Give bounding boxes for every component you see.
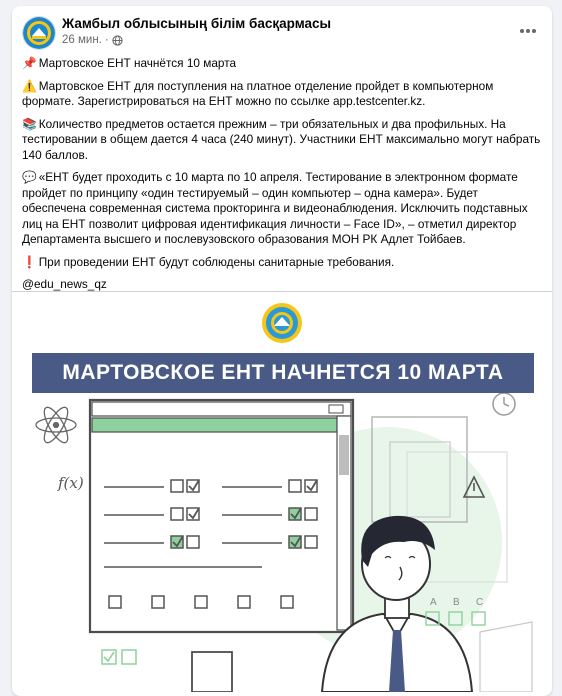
warning-icon: ⚠️ bbox=[22, 78, 37, 93]
paragraph-quote: 💬 «ЕНТ будет проходить с 10 марта по 10 апреля. Тестирование в электронном формате пройдет по принципу «один тестируемый – один компьютер – одна камера». Будет обеспечена современная система прокторинга и видеонаблюдения. Исключить подставных лиц на ЕНТ позволит цифровая идентификация личности – Face ID», – отметил директор Департамента высшего и послевузовского образования МОН РК Адлет Тойбаев. bbox=[22, 170, 528, 246]
page-name[interactable]: Жамбыл облысының білім басқармасы bbox=[62, 16, 332, 31]
speech-bubble-icon: 💬 bbox=[22, 170, 37, 184]
emblem-logo-icon bbox=[23, 17, 55, 49]
hashtag-link[interactable]: @edu_news_qz bbox=[22, 277, 107, 291]
computer-window bbox=[90, 400, 353, 632]
more-options-icon bbox=[519, 28, 537, 34]
bottom-checkboxes bbox=[102, 650, 232, 692]
pin-icon: 📌 bbox=[22, 56, 37, 70]
globe-icon bbox=[112, 35, 123, 46]
post-image[interactable] bbox=[12, 291, 552, 692]
post-header bbox=[12, 6, 552, 56]
paragraph-sanitary: ❗ При проведении ЕНТ будут соблюдены санитарные требования. bbox=[22, 254, 395, 269]
atom-icon bbox=[36, 404, 76, 446]
paragraph-title: 📌 Мартовское ЕНТ начнётся 10 марта bbox=[22, 56, 237, 70]
paragraph-registration: ⚠️ Мартовское ЕНТ для поступления на платное отделение пройдет в компьютерном формате. Зарегистрироваться на ЕНТ можно по ссылке app.testcenter.kz. bbox=[22, 78, 494, 108]
image-banner bbox=[32, 353, 534, 393]
banner-text: МАРТОВСКОЕ ЕНТ НАЧНЕТСЯ 10 МАРТА bbox=[62, 361, 504, 384]
post-time[interactable]: 26 мин. bbox=[62, 34, 102, 46]
formula-text: f(x) bbox=[58, 474, 84, 492]
paragraph-subjects: 📚 Количество предметов остается прежним – три обязательных и два профильных. На тестировании в общем дается 4 часа (240 минут). Участники ЕНТ максимально могут набрать 140 баллов. bbox=[22, 116, 541, 162]
letter-b: B bbox=[453, 597, 460, 608]
post-meta bbox=[62, 34, 123, 46]
more-options-button[interactable] bbox=[516, 22, 540, 40]
post-card bbox=[12, 6, 552, 696]
letter-c: C bbox=[476, 597, 484, 608]
illustration bbox=[12, 292, 552, 692]
clock-icon bbox=[493, 393, 515, 415]
books-icon: 📚 bbox=[22, 116, 37, 131]
page-avatar[interactable] bbox=[22, 16, 56, 50]
emblem-icon bbox=[262, 303, 302, 343]
letter-a: A bbox=[430, 597, 437, 608]
meta-separator: · bbox=[104, 34, 109, 46]
post-text bbox=[22, 56, 542, 300]
exclamation-icon: ❗ bbox=[22, 254, 37, 269]
